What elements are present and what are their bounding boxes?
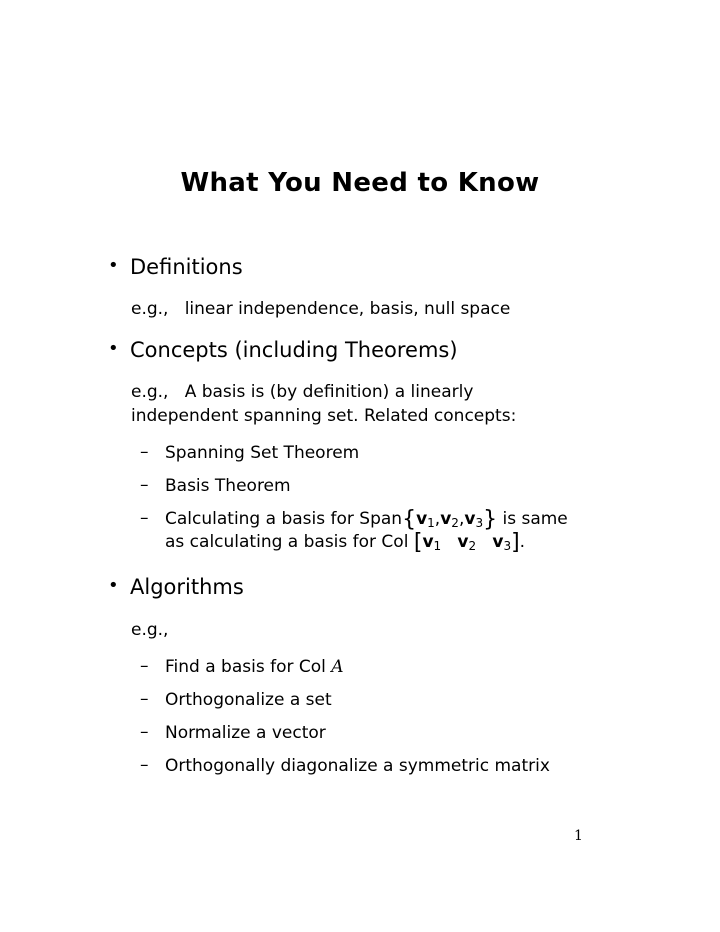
matrix-variable: A <box>331 657 344 677</box>
algorithm-item-diagonalize: Orthogonally diagonalize a symmetric matrix <box>165 756 550 776</box>
subscript: 3 <box>475 516 484 530</box>
page-title: What You Need to Know <box>180 168 540 198</box>
vector-v: v <box>422 532 434 552</box>
concept-item-span-line2 <box>165 531 525 558</box>
concept-item-basis-theorem: Basis Theorem <box>165 476 291 496</box>
subscript: 1 <box>427 516 435 530</box>
span-line2-start: as calculating a basis for Col <box>165 532 409 552</box>
page-number: 1 <box>574 828 583 844</box>
subscript: 2 <box>468 539 477 553</box>
definitions-example <box>131 297 510 321</box>
definitions-example-text: linear independence, basis, null space <box>184 299 511 319</box>
open-brace: { <box>402 507 417 532</box>
comma: , <box>458 509 465 529</box>
dash-marker: – <box>140 656 149 676</box>
bullet-dot: • <box>108 338 119 359</box>
vector-v: v <box>416 509 428 529</box>
vector-v: v <box>457 532 469 552</box>
algorithms-eg: e.g., <box>131 620 169 640</box>
dash-marker: – <box>140 508 149 528</box>
concepts-example-line2: independent spanning set. Related concepts: <box>131 406 517 426</box>
algorithm-item-normalize: Normalize a vector <box>165 723 326 743</box>
comma: , <box>434 509 441 529</box>
subscript: 3 <box>503 539 512 553</box>
bullet-dot: • <box>108 255 119 276</box>
concept-item-spanning-set: Spanning Set Theorem <box>165 443 360 463</box>
close-brace: } <box>483 507 498 532</box>
concepts-example-line1-text: A basis is (by definition) a linearly <box>184 382 474 402</box>
vector-v: v <box>464 509 476 529</box>
vector-v: v <box>492 532 504 552</box>
bullet-dot: • <box>108 575 119 596</box>
open-bracket: [ <box>413 530 423 555</box>
subscript: 2 <box>451 516 459 530</box>
find-basis-text: Find a basis for Col <box>165 657 326 677</box>
dash-marker: – <box>140 442 149 462</box>
dash-marker: – <box>140 722 149 742</box>
period: . <box>519 532 526 552</box>
span-line1-end: is same <box>502 509 568 529</box>
close-bracket: ] <box>511 530 520 555</box>
vector-v: v <box>440 509 452 529</box>
subscript: 1 <box>433 539 442 553</box>
concepts-heading: Concepts (including Theorems) <box>130 338 458 362</box>
algorithm-item-orthogonalize: Orthogonalize a set <box>165 690 332 710</box>
algorithm-item-find-basis <box>165 656 344 679</box>
span-line1-start: Calculating a basis for Span <box>165 509 403 529</box>
definitions-heading: Definitions <box>130 255 243 279</box>
definitions-eg: e.g., <box>131 299 169 319</box>
algorithms-heading: Algorithms <box>130 575 244 599</box>
dash-marker: – <box>140 755 149 775</box>
dash-marker: – <box>140 689 149 709</box>
concepts-eg: e.g., <box>131 382 169 402</box>
concepts-example-line1 <box>131 380 473 404</box>
dash-marker: – <box>140 475 149 495</box>
